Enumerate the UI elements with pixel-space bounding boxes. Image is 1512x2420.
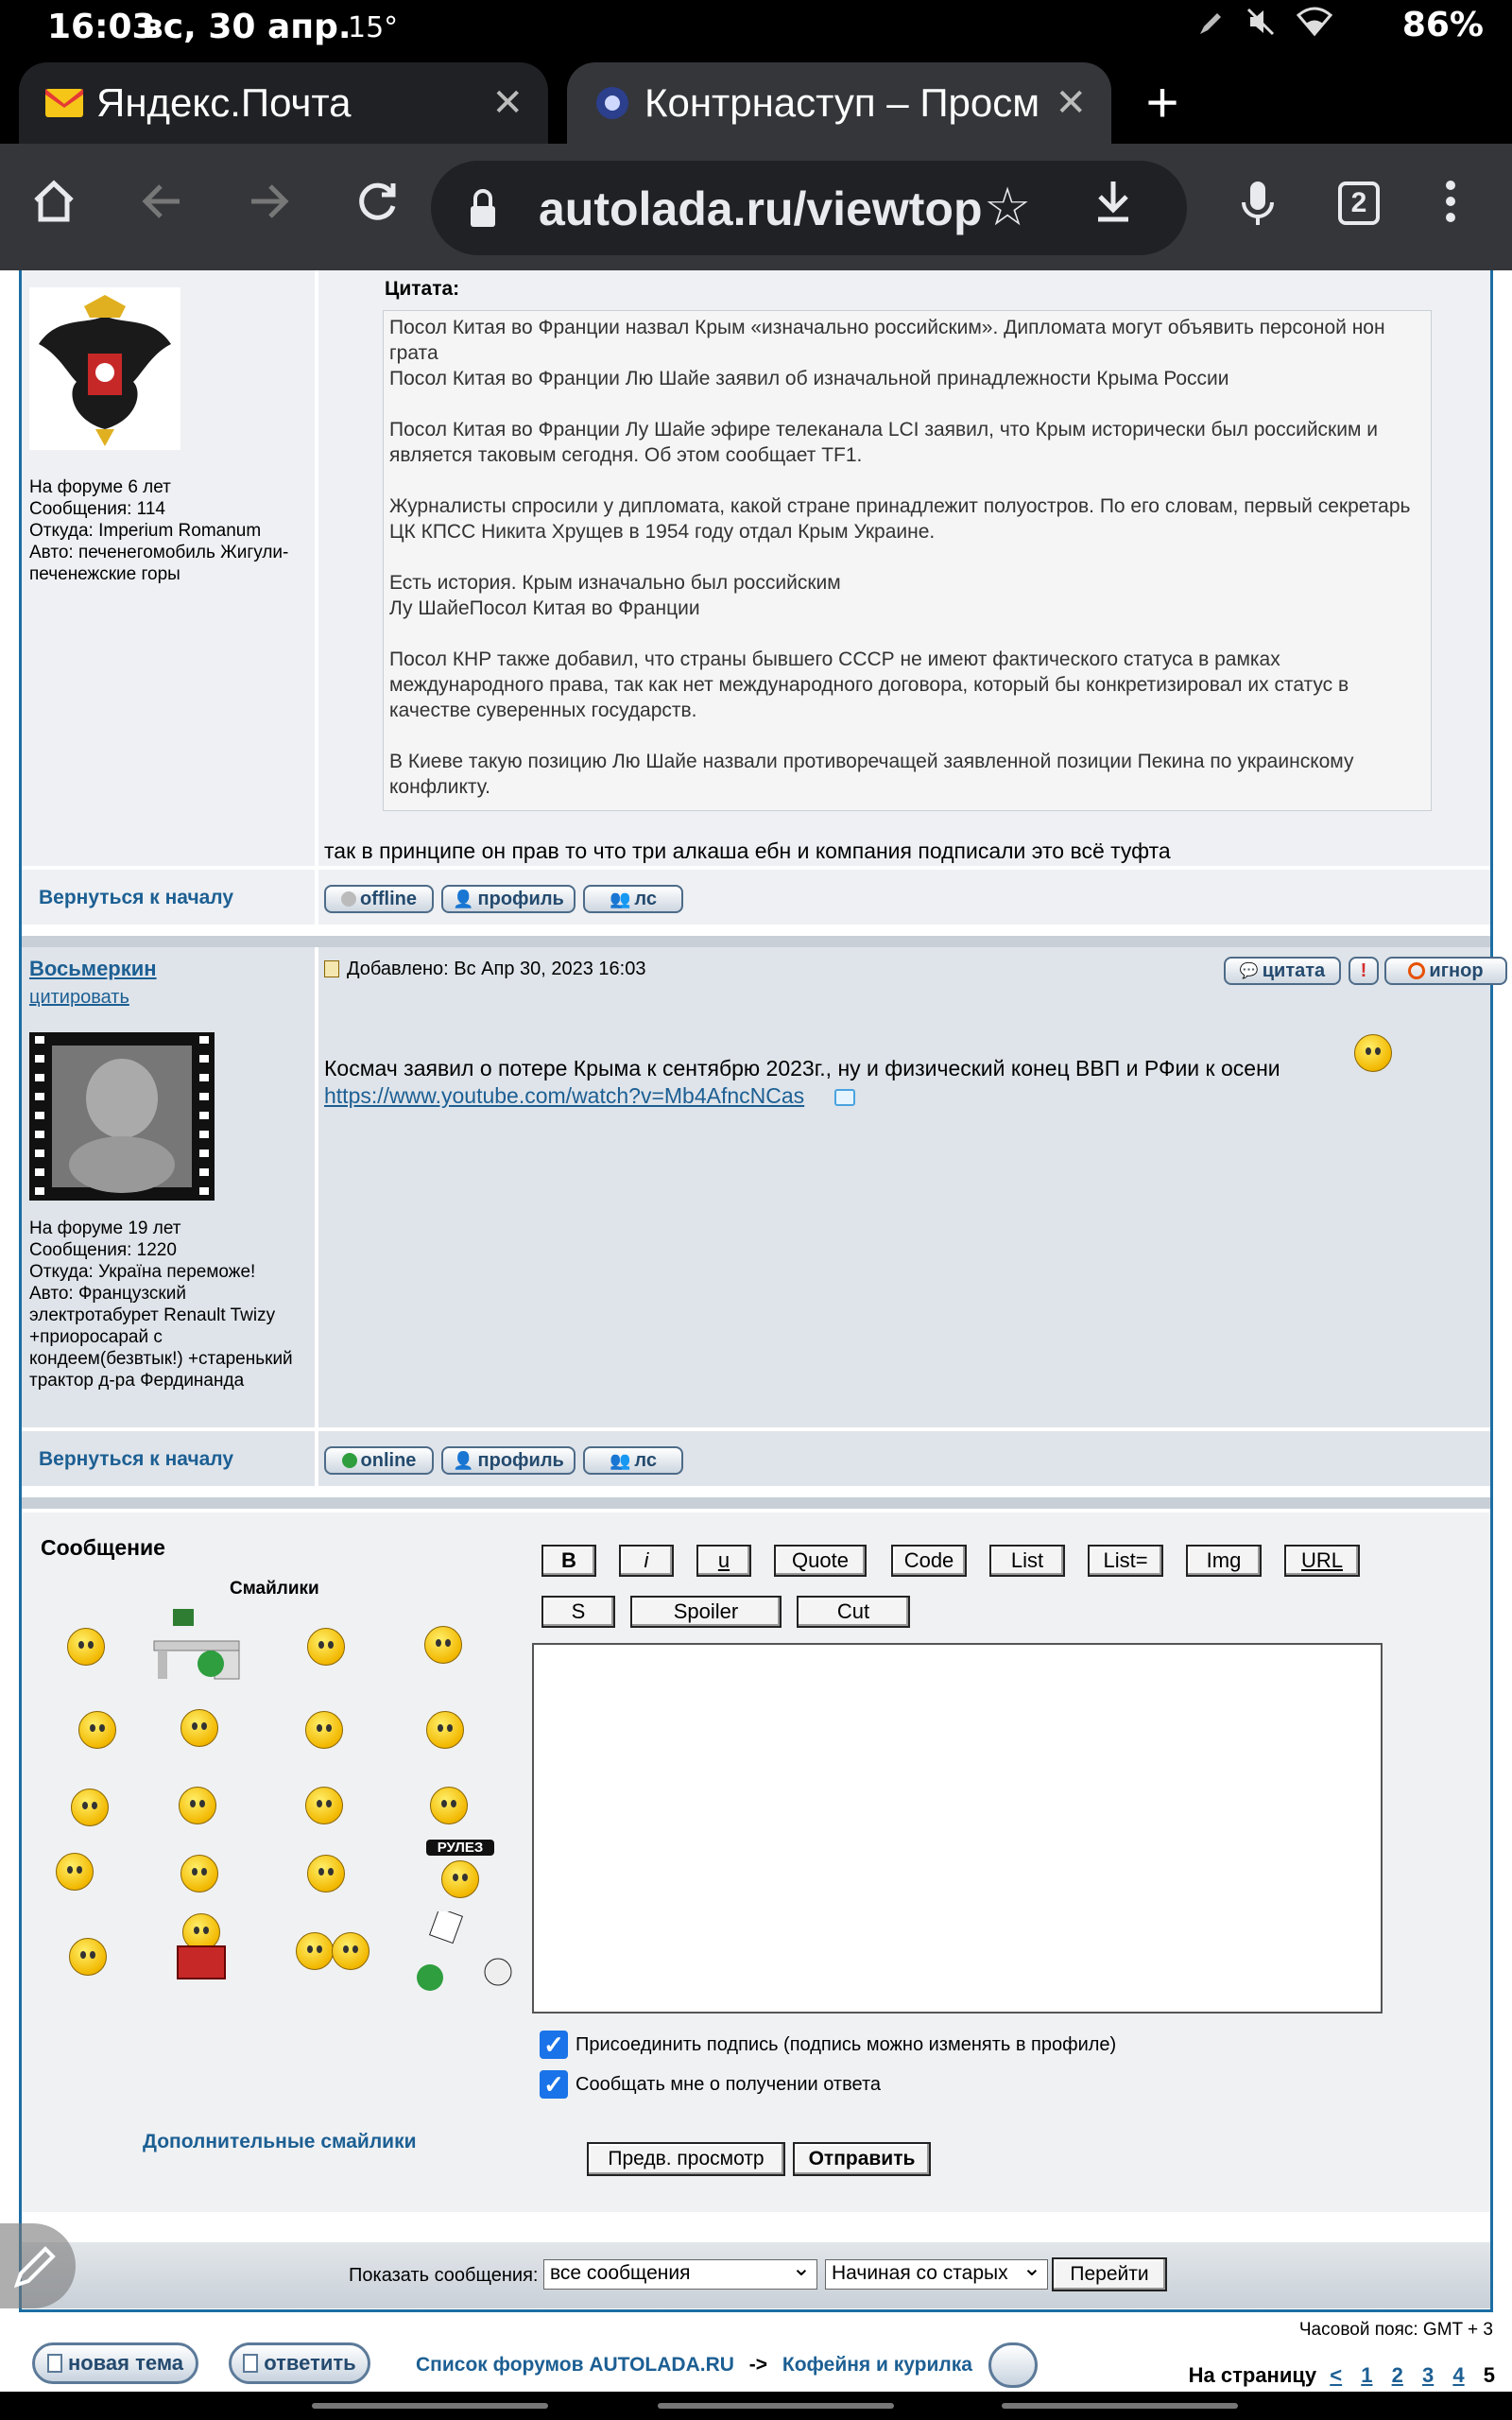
tab-switcher-button[interactable]: 2	[1338, 182, 1380, 225]
cool-smiley-icon[interactable]	[305, 1711, 343, 1749]
tv-icon	[834, 1089, 855, 1106]
smiley-icon[interactable]	[180, 1709, 218, 1747]
strike-button[interactable]: S	[541, 1596, 615, 1628]
quote-tag-button[interactable]: Quote	[774, 1545, 867, 1577]
system-navigation-bar	[0, 2392, 1512, 2420]
status-label: offline	[360, 888, 417, 909]
reply-label: ответить	[264, 2351, 356, 2375]
notify-label: Сообщать мне о получении ответа	[576, 2074, 882, 2095]
tab-label: Контрнаступ – Просм	[644, 80, 1040, 125]
speech-bubble-icon: 💬	[1239, 963, 1259, 979]
profile-label: профиль	[477, 888, 564, 909]
author-post-count: Сообщения: 1220	[29, 1240, 177, 1260]
bold-button[interactable]: B	[541, 1545, 596, 1577]
spoiler-button[interactable]: Spoiler	[630, 1596, 782, 1628]
avatar	[29, 1032, 215, 1201]
list-button[interactable]: List	[989, 1545, 1065, 1577]
quote-label: Цитата:	[385, 278, 460, 300]
smiley-icon[interactable]	[67, 1628, 105, 1666]
go-button[interactable]: Перейти	[1052, 2257, 1167, 2291]
page-link[interactable]: 4	[1452, 2363, 1465, 2387]
block-icon	[1408, 962, 1425, 979]
close-tab-icon[interactable]: ✕	[1055, 82, 1087, 124]
post-text: так в принципе он прав то что три алкаша ебн и компания подписали это всё туфта	[324, 838, 1171, 863]
profile-label: профиль	[477, 1449, 564, 1471]
smiley-icon[interactable]	[307, 1855, 345, 1893]
nav-gesture-handle[interactable]	[658, 2403, 894, 2409]
submit-button[interactable]: Отправить	[793, 2142, 931, 2176]
pm-label: лс	[634, 1449, 657, 1471]
quote-paragraph: Посол Китая во Франции назвал Крым «изначально российским». Дипломата могут объявить персоной нон грата Посол Китая во Франции Лю Шайе заявил об изначальной принадлежности Крыма России	[389, 317, 1385, 389]
quote-paragraph: В Киеве такую позицию Лю Шайе назвали противоречащей заявленной позиции Пекина по украинскому конфликту.	[389, 751, 1354, 798]
author-info	[29, 476, 303, 585]
status-bulb-icon	[341, 891, 356, 907]
tab-label: Яндекс.Почта	[96, 80, 352, 125]
ignore-button[interactable]	[1384, 957, 1507, 985]
mail-icon	[45, 84, 83, 122]
youtube-link[interactable]: https://www.youtube.com/watch?v=Mb4AfncNCas	[324, 1083, 805, 1108]
author-car: Авто: печенегомобиль Жигули-печенежские горы	[29, 543, 289, 584]
offline-button[interactable]	[324, 885, 434, 913]
quote-paragraph: Журналисты спросили у дипломата, какой стране принадлежит полуостров. По его словам, первый секретарь ЦК КПСС Никита Хрущев в 1954 году отдал Крым Украине.	[389, 495, 1411, 543]
bookmark-star-icon[interactable]: ☆	[984, 177, 1032, 236]
post-date: Добавлено: Вс Апр 30, 2023 16:03	[347, 959, 646, 979]
author-car: Авто: Французский электротабурет Renault Twizy +приоросарай с кондеем(безвтык!) +старенький трактор д-ра Фердинанда	[29, 1284, 293, 1391]
back-to-top-link[interactable]: Вернуться к началу	[39, 1448, 234, 1470]
cut-button[interactable]: Cut	[797, 1596, 910, 1628]
status-temperature: 15°	[348, 11, 399, 44]
users-icon: 👥	[610, 889, 631, 908]
page-link[interactable]: 3	[1422, 2363, 1435, 2387]
quote-button[interactable]	[1224, 957, 1341, 985]
smiley-icon[interactable]	[424, 1626, 462, 1664]
author-membership: На форуме 19 лет	[29, 1219, 181, 1238]
user-icon: 👤	[453, 889, 474, 908]
forward-arrow-icon[interactable]	[236, 178, 302, 238]
post-icon	[324, 960, 339, 977]
home-icon[interactable]	[21, 178, 87, 238]
lol-smiley-icon[interactable]	[409, 1911, 513, 1993]
sort-order-select[interactable]: Начиная со старых ⌄	[825, 2259, 1048, 2290]
smiley-icon	[1354, 1034, 1392, 1072]
quote-link[interactable]: цитировать	[29, 987, 129, 1008]
status-label: online	[360, 1449, 417, 1471]
author-post-count: Сообщения: 114	[29, 499, 165, 519]
image-button[interactable]: Img	[1186, 1545, 1262, 1577]
underline-button[interactable]: u	[696, 1545, 751, 1577]
post-text: Космач заявил о потере Крыма к сентябрю 2023г., ну и физический конец ВВП и РФии к осени	[324, 1056, 1280, 1080]
ordered-list-button[interactable]: List=	[1088, 1545, 1163, 1577]
mute-icon	[1245, 6, 1277, 38]
pm-button[interactable]	[583, 885, 683, 913]
download-icon[interactable]	[1092, 174, 1134, 239]
rock-smiley-icon[interactable]	[426, 1711, 464, 1749]
user-icon: 👤	[453, 1450, 474, 1470]
status-bar	[0, 0, 1512, 55]
page-link[interactable]: 1	[1361, 2363, 1373, 2387]
display-label: Показать сообщения:	[349, 2265, 539, 2286]
author-membership: На форуме 6 лет	[29, 477, 171, 497]
breadcrumb-separator: ->	[748, 2354, 768, 2376]
post-footer-left	[22, 1431, 315, 1486]
thumbs-up-smiley-icon[interactable]	[305, 1787, 343, 1824]
post-footer-right	[318, 870, 1490, 925]
close-tab-icon[interactable]: ✕	[491, 82, 524, 124]
users-icon: 👥	[610, 1450, 631, 1470]
tab-forum[interactable]	[567, 62, 1111, 144]
status-battery: 86%	[1401, 6, 1484, 44]
username-link[interactable]: Восьмеркин	[29, 957, 157, 980]
back-to-top-link[interactable]: Вернуться к началу	[39, 887, 234, 908]
italic-button[interactable]: i	[619, 1545, 674, 1577]
notify-checkbox[interactable]: ✓	[540, 2070, 568, 2099]
preview-button[interactable]: Предв. просмотр	[587, 2142, 785, 2176]
post-body-column	[318, 270, 1490, 866]
current-page: 5	[1483, 2363, 1495, 2387]
breadcrumb	[416, 2354, 972, 2377]
breadcrumb-current-forum[interactable]: Кофейня и курилка	[782, 2354, 972, 2376]
page-prev-link[interactable]: <	[1330, 2363, 1343, 2387]
print-icon[interactable]	[988, 2342, 1038, 2388]
display-options-bar	[22, 2242, 1490, 2308]
profile-button[interactable]	[441, 1446, 576, 1475]
new-topic-button[interactable]	[32, 2342, 198, 2384]
profile-button[interactable]	[441, 885, 576, 913]
status-time: 16:03	[47, 8, 156, 46]
pagination-label: На страницу	[1188, 2363, 1317, 2387]
hugging-smiley-icon[interactable]	[332, 1932, 369, 1970]
author-location: Откуда: Україна переможе!	[29, 1262, 256, 1282]
microphone-icon[interactable]	[1225, 178, 1291, 238]
new-tab-icon[interactable]: +	[1145, 71, 1179, 134]
reply-button[interactable]	[229, 2342, 370, 2384]
status-bulb-icon	[342, 1453, 357, 1468]
angry-smiley-icon[interactable]	[179, 1787, 216, 1824]
hugging-smiley-icon[interactable]	[296, 1932, 334, 1970]
site-favicon-icon	[593, 84, 631, 122]
smiley-icon[interactable]	[180, 1855, 218, 1893]
quick-reply-form	[22, 1512, 1490, 2212]
typing-smiley-icon[interactable]	[430, 1787, 468, 1824]
smiley-icon[interactable]	[69, 1938, 107, 1976]
smiley-icon[interactable]	[78, 1711, 116, 1749]
quote-label: цитата	[1262, 959, 1326, 981]
quote-box	[383, 310, 1432, 811]
smiley-icon[interactable]	[307, 1628, 345, 1666]
tab-yandex-mail[interactable]	[19, 62, 548, 144]
topic-table	[19, 270, 1493, 2312]
smilies-label: Смайлики	[230, 1579, 319, 1599]
message-textarea[interactable]	[532, 1643, 1383, 2014]
post-author-column	[22, 270, 315, 866]
status-icons	[1196, 6, 1332, 46]
reload-icon[interactable]	[344, 178, 410, 238]
pagination	[1189, 2363, 1495, 2388]
ignore-label: игнор	[1429, 959, 1484, 981]
author-info	[29, 1218, 303, 1392]
post-footer-right	[318, 1431, 1490, 1486]
accordion-smiley-icon[interactable]	[173, 1913, 230, 1989]
quote-paragraph: Посол КНР также добавил, что страны бывшего СССР не имеют фактического статуса в рамках международного права, так как нет международного договора, который бы конкретизировал их статус в качестве суверенных государств.	[389, 648, 1349, 721]
nav-gesture-handle[interactable]	[1002, 2403, 1238, 2409]
wifi-icon	[1297, 6, 1332, 38]
breadcrumb-forum-list[interactable]: Список форумов AUTOLADA.RU	[416, 2354, 734, 2376]
timezone-label: Часовой пояс: GMT + 3	[1298, 2320, 1493, 2340]
forum-page	[0, 270, 1512, 2392]
quote-paragraph: Есть история. Крым изначально был российским Лу ШайеПосол Китая во Франции	[389, 572, 841, 619]
post-author-column	[22, 947, 315, 1427]
document-icon	[243, 2354, 258, 2373]
rulez-badge: РУЛЕЗ	[426, 1840, 494, 1856]
attach-signature-label: Присоединить подпись (подпись можно изменять в профиле)	[576, 2034, 1117, 2055]
smiley-icon[interactable]	[71, 1789, 109, 1826]
online-button[interactable]	[324, 1446, 434, 1475]
show-posts-select[interactable]: все сообщения ⌄	[543, 2259, 817, 2290]
attach-signature-checkbox[interactable]: ✓	[540, 2031, 568, 2059]
code-button[interactable]: Code	[891, 1545, 967, 1577]
browser-tab-strip	[0, 55, 1512, 144]
pm-label: лс	[634, 888, 657, 909]
new-topic-label: новая тема	[67, 2351, 184, 2375]
document-icon	[47, 2354, 62, 2373]
author-location: Откуда: Imperium Romanum	[29, 521, 262, 541]
url-text[interactable]: autolada.ru/viewtop	[539, 182, 983, 235]
pen-icon	[1196, 9, 1225, 38]
post-divider	[22, 936, 1490, 947]
post-body-column	[318, 947, 1490, 1427]
status-date: вс, 30 апр.	[142, 8, 352, 46]
menu-dots-icon[interactable]	[1418, 178, 1484, 238]
post-footer-left	[22, 870, 315, 925]
browser-toolbar	[0, 144, 1512, 270]
avatar	[29, 287, 180, 450]
message-label: Сообщение	[41, 1535, 165, 1560]
back-arrow-icon[interactable]	[129, 178, 195, 238]
sad-smiley-icon[interactable]	[56, 1853, 94, 1891]
pm-button[interactable]	[583, 1446, 683, 1475]
url-button[interactable]: URL	[1284, 1545, 1360, 1577]
post-divider	[22, 1497, 1490, 1509]
page-link[interactable]: 2	[1391, 2363, 1403, 2387]
report-button[interactable]: !	[1349, 957, 1379, 985]
rulez-smiley-icon[interactable]	[426, 1840, 494, 1896]
address-bar[interactable]	[431, 161, 1187, 255]
nav-gesture-handle[interactable]	[312, 2403, 548, 2409]
more-smilies-link[interactable]: Дополнительные смайлики	[143, 2131, 417, 2152]
quote-paragraph: Посол Китая во Франции Лу Шайе эфире телеканала LCI заявил, что Крым исторически был российским и является таковым сегодня. Об этом сообщает TF1.	[389, 419, 1378, 466]
desk-smiley-icon[interactable]	[145, 1607, 243, 1683]
lock-icon	[469, 187, 497, 229]
